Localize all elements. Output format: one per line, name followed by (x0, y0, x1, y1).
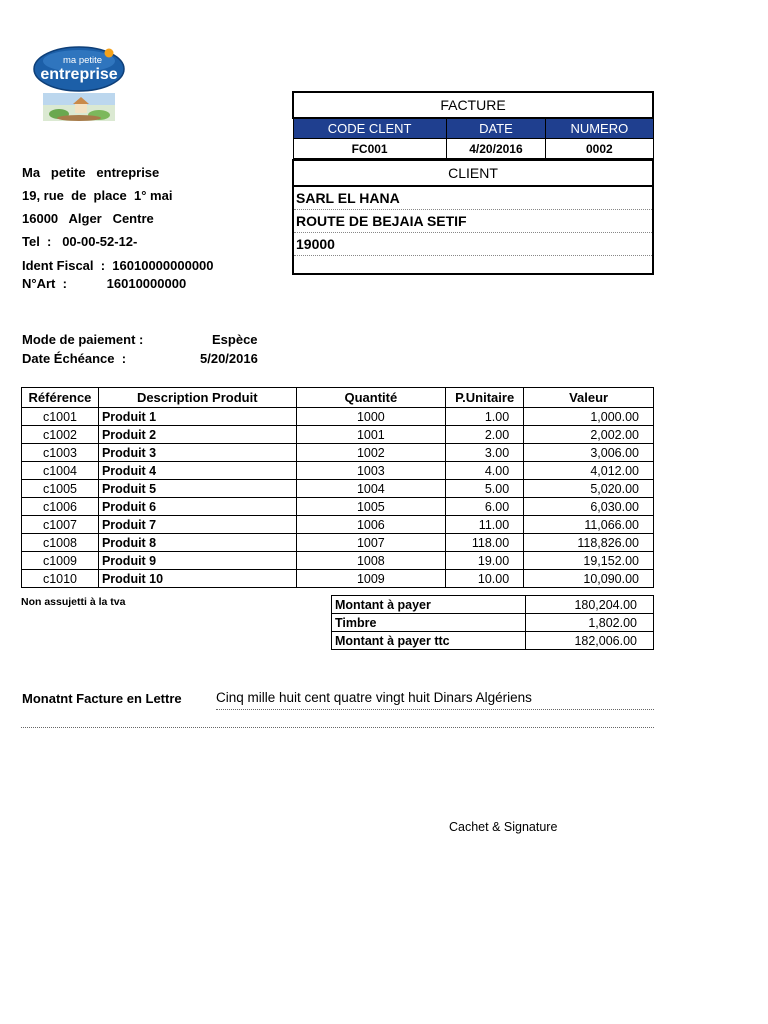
item-reference: c1001 (22, 408, 99, 426)
company-name: Ma petite entreprise (22, 165, 160, 180)
client-line-empty (294, 256, 652, 278)
item-value: 2,002.00 (524, 426, 654, 444)
item-reference: c1002 (22, 426, 99, 444)
item-quantity: 1006 (296, 516, 446, 534)
item-description: Produit 2 (98, 426, 296, 444)
item-description: Produit 1 (98, 408, 296, 426)
item-description: Produit 6 (98, 498, 296, 516)
item-unit-price: 1.00 (446, 408, 524, 426)
table-row (22, 462, 654, 480)
value-date: 4/20/2016 (446, 139, 546, 160)
item-value: 6,030.00 (524, 498, 654, 516)
amount-words-label: Monatnt Facture en Lettre (22, 691, 182, 706)
table-row (22, 498, 654, 516)
items-header-row (22, 388, 654, 408)
due-date-value: 5/20/2016 (200, 351, 258, 366)
item-reference: c1005 (22, 480, 99, 498)
item-description: Produit 10 (98, 570, 296, 588)
client-title: CLIENT (294, 161, 652, 187)
company-address-line1: 19, rue de place 1° mai (22, 188, 173, 203)
item-unit-price: 4.00 (446, 462, 524, 480)
totals-table (331, 595, 654, 650)
item-value: 3,006.00 (524, 444, 654, 462)
client-box (292, 159, 654, 275)
item-unit-price: 19.00 (446, 552, 524, 570)
item-description: Produit 7 (98, 516, 296, 534)
client-line-name: SARL EL HANA (294, 187, 652, 210)
total-label: Montant à payer (332, 596, 526, 614)
item-quantity: 1001 (296, 426, 446, 444)
table-row (22, 570, 654, 588)
item-quantity: 1008 (296, 552, 446, 570)
value-numero: 0002 (546, 139, 653, 160)
item-reference: c1008 (22, 534, 99, 552)
header-code-client: CODE CLENT (293, 118, 446, 139)
item-reference: c1004 (22, 462, 99, 480)
company-phone: Tel : 00-00-52-12- (22, 234, 138, 249)
item-quantity: 1005 (296, 498, 446, 516)
item-unit-price: 6.00 (446, 498, 524, 516)
company-logo (33, 44, 125, 122)
table-row (22, 552, 654, 570)
tva-note: Non assujetti à la tva (21, 596, 126, 608)
dotted-separator (21, 710, 654, 728)
items-table (21, 387, 654, 588)
table-row (22, 426, 654, 444)
item-value: 4,012.00 (524, 462, 654, 480)
col-prix-unitaire: P.Unitaire (446, 388, 524, 408)
payment-mode-label: Mode de paiement : (22, 332, 144, 347)
item-description: Produit 4 (98, 462, 296, 480)
total-ttc-row (332, 632, 654, 650)
item-unit-price: 118.00 (446, 534, 524, 552)
header-date: DATE (446, 118, 546, 139)
table-row (22, 534, 654, 552)
item-value: 19,152.00 (524, 552, 654, 570)
item-quantity: 1009 (296, 570, 446, 588)
table-row (22, 444, 654, 462)
item-quantity: 1000 (296, 408, 446, 426)
item-value: 5,020.00 (524, 480, 654, 498)
item-value: 11,066.00 (524, 516, 654, 534)
item-quantity: 1004 (296, 480, 446, 498)
logo-text-line2: entreprise (40, 66, 118, 83)
table-row (22, 480, 654, 498)
logo-text-line1: ma petite (63, 55, 103, 66)
item-unit-price: 11.00 (446, 516, 524, 534)
item-quantity: 1002 (296, 444, 446, 462)
item-reference: c1009 (22, 552, 99, 570)
item-unit-price: 5.00 (446, 480, 524, 498)
timbre-row (332, 614, 654, 632)
item-description: Produit 9 (98, 552, 296, 570)
item-unit-price: 2.00 (446, 426, 524, 444)
table-row (22, 408, 654, 426)
item-unit-price: 10.00 (446, 570, 524, 588)
value-code-client: FC001 (293, 139, 446, 160)
col-description: Description Produit (98, 388, 296, 408)
item-value: 1,000.00 (524, 408, 654, 426)
timbre-label: Timbre (332, 614, 526, 632)
client-line-postcode: 19000 (294, 233, 652, 256)
total-ttc-label: Montant à payer ttc (332, 632, 526, 650)
company-address-line2: 16000 Alger Centre (22, 211, 154, 226)
signature-label: Cachet & Signature (449, 820, 558, 834)
header-numero: NUMERO (546, 118, 653, 139)
total-row (332, 596, 654, 614)
item-reference: c1003 (22, 444, 99, 462)
col-reference: Référence (22, 388, 99, 408)
company-n-art: N°Art : 16010000000 (22, 276, 187, 291)
timbre-value: 1,802.00 (526, 614, 654, 632)
item-quantity: 1007 (296, 534, 446, 552)
item-reference: c1006 (22, 498, 99, 516)
item-reference: c1010 (22, 570, 99, 588)
item-quantity: 1003 (296, 462, 446, 480)
item-description: Produit 3 (98, 444, 296, 462)
col-valeur: Valeur (524, 388, 654, 408)
company-ident-fiscal: Ident Fiscal : 16010000000000 (22, 258, 214, 273)
due-date-label: Date Échéance : (22, 351, 127, 366)
item-value: 10,090.00 (524, 570, 654, 588)
total-value: 180,204.00 (526, 596, 654, 614)
client-line-address: ROUTE DE BEJAIA SETIF (294, 210, 652, 233)
item-unit-price: 3.00 (446, 444, 524, 462)
total-ttc-value: 182,006.00 (526, 632, 654, 650)
item-description: Produit 8 (98, 534, 296, 552)
payment-mode-value: Espèce (212, 332, 258, 347)
item-description: Produit 5 (98, 480, 296, 498)
amount-words-value: Cinq mille huit cent quatre vingt huit Dinars Algériens (216, 690, 654, 710)
table-row (22, 516, 654, 534)
col-quantite: Quantité (296, 388, 446, 408)
facture-header-table (292, 91, 654, 160)
item-reference: c1007 (22, 516, 99, 534)
facture-title: FACTURE (293, 92, 653, 118)
item-value: 118,826.00 (524, 534, 654, 552)
